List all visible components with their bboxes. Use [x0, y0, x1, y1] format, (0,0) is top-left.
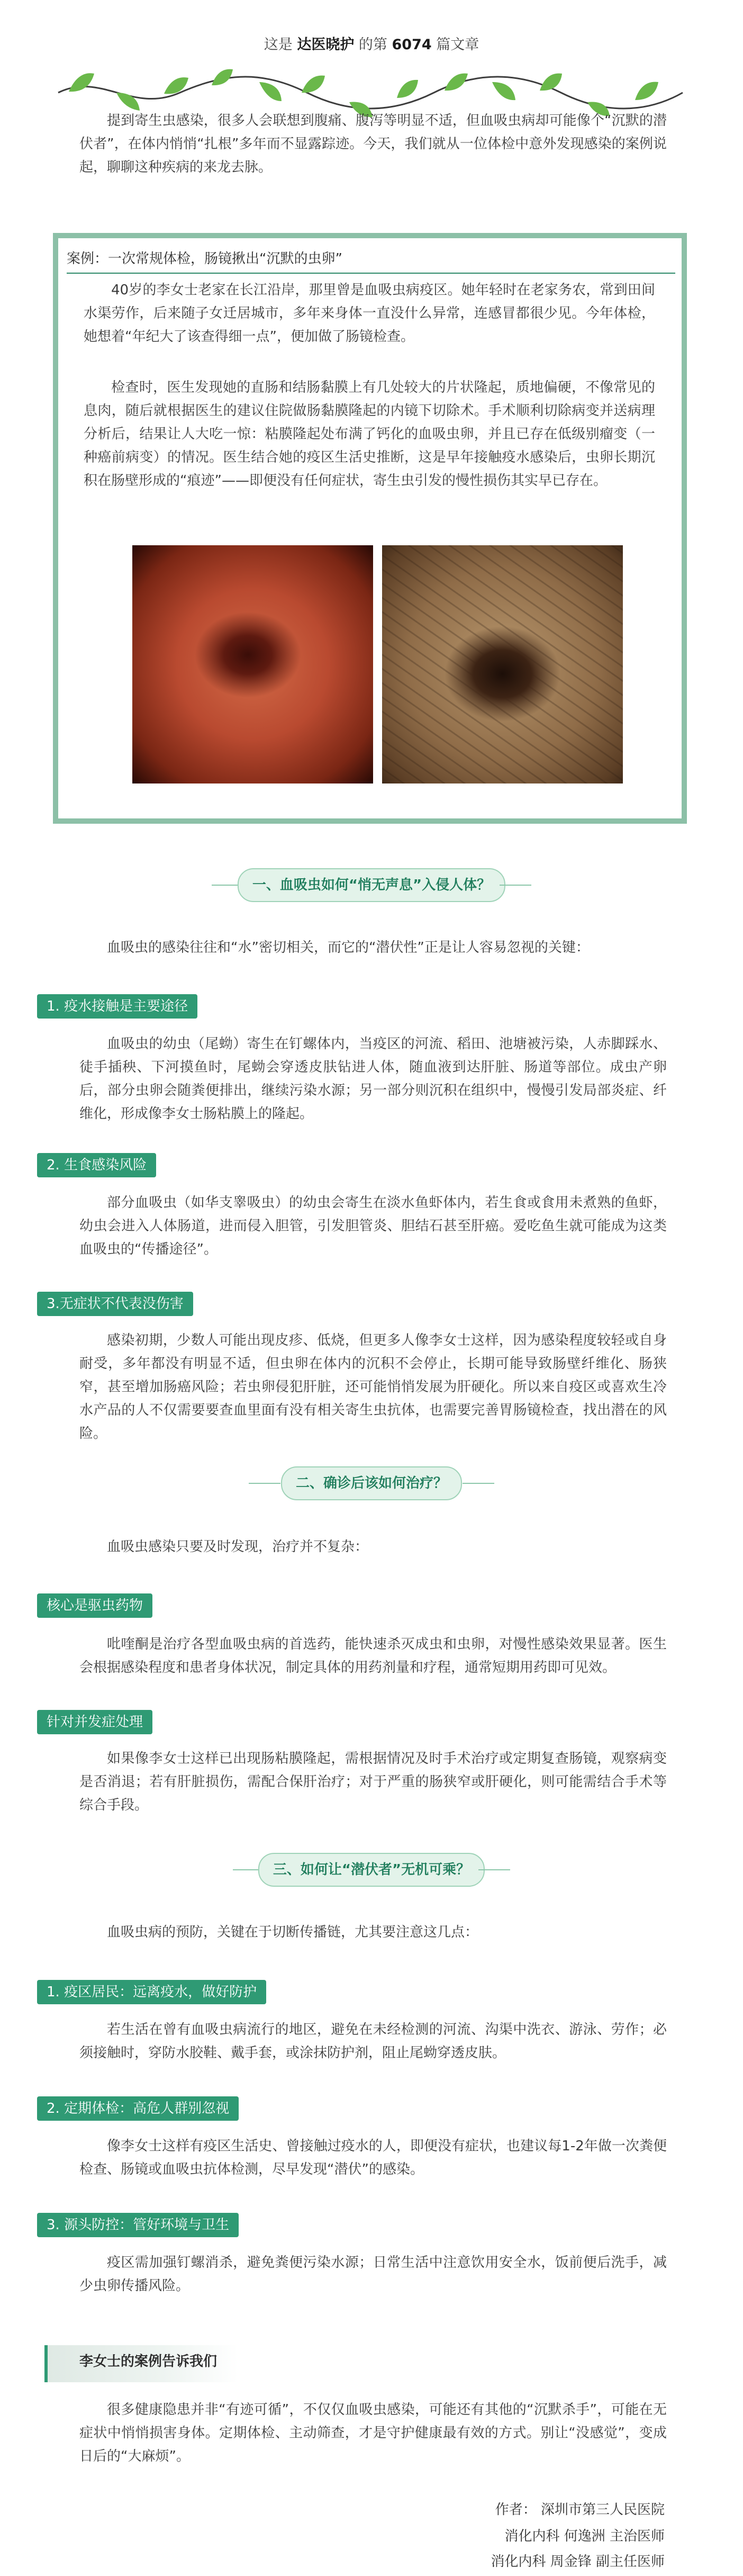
article-count-line: [0, 33, 743, 53]
leaf-icon: [492, 82, 515, 100]
endoscopy-image-right: [382, 545, 623, 783]
section-2-text-1: 吡喹酮是治疗各型血吸虫病的首选药，能快速杀灭成虫和虫卵，对慢性感染效果显著。医生会根据感染程度和患者身体状况，制定具体的用药剂量和疗程，通常短期用药即可见效。: [79, 1636, 667, 1676]
section-2-text-2: 如果像李女士这样已出现肠粘膜隆起，需根据情况及时手术治疗或定期复查肠镜，观察病变是否消退；若有肝脏损伤，需配合保肝治疗；对于严重的肠狭窄或肝硬化，则可能需结合手术等综合手段。: [79, 1751, 667, 1813]
leaf-icon: [302, 76, 325, 93]
section-1-text-2: 部分血吸虫（如华支睾吸虫）的幼虫会寄生在淡水鱼虾体内，若生食或食用未煮熟的鱼虾，幼虫会进入人体肠道，进而侵入胆管，引发胆管炎、胆结石甚至肝癌。爱吃鱼生就可能成为这类血吸虫的“传播途径”。: [79, 1195, 667, 1257]
author-line-1: 作者： 深圳市第三人民医院: [495, 2502, 665, 2518]
section-1-heading: [0, 868, 743, 902]
section-3-text-2: 像李女士这样有疫区生活史、曾接触过疫水的人，即便没有症状，也建议每1-2年做一次粪便检查、肠镜或血吸虫抗体检测，尽早发现“潜伏”的感染。: [79, 2138, 667, 2177]
leaf-icon: [259, 82, 282, 101]
section-1-tag-2: 2. 生食感染风险: [37, 1153, 156, 1177]
article-number: 6074: [392, 37, 432, 53]
divider: [463, 1483, 494, 1484]
leaf-icon: [69, 73, 94, 92]
section-3-heading: [0, 1853, 743, 1887]
account-name: 达医晓护: [297, 37, 355, 53]
count-prefix: 这是: [264, 37, 293, 53]
section-1-title: 一、血吸虫如何“悄无声息”入侵人体？: [238, 868, 505, 902]
section-1-text-3: 感染初期，少数人可能出现皮疹、低烧，但更多人像李女士这样，因为感染程度较轻或自身耐受，多年都没有明显不适，但虫卵在体内的沉积不会停止，长期可能导致肠壁纤维化、肠狭窄，甚至增加肠癌风险；若虫卵侵犯肝脏，还可能悄悄发展为肝硬化。所以来自疫区或喜欢生冷水产品的人不仅需要要查血里面有没有相关寄生虫抗体，也需要完善胃肠镜检查，找出潜在的风险。: [79, 1332, 667, 1442]
case-paragraph-1: 40岁的李女士老家在长江沿岸，那里曾是血吸虫病疫区。她年轻时在老家务农，常到田间水渠劳作，后来随子女迁居城市，多年来身体一直没什么异常，连感冒都很少见。今年体检，她想着“年纪大了该查得细一点”，便加做了肠镜检查。: [84, 282, 655, 345]
author-line-3: 消化内科 周金锋 副主任医师: [491, 2554, 665, 2570]
divider: [249, 1483, 280, 1484]
section-3-title: 三、如何让“潜伏者”无机可乘？: [258, 1853, 485, 1887]
divider: [478, 1869, 510, 1870]
count-middle: 的第: [358, 37, 387, 53]
case-title: 案例：一次常规体检，肠镜揪出“沉默的虫卵”: [67, 248, 675, 274]
section-2-tag-1: 核心是驱虫药物: [37, 1593, 152, 1618]
leaf-icon: [212, 69, 233, 86]
endoscopy-image-left: [132, 545, 373, 783]
leaf-icon: [116, 93, 140, 111]
count-suffix: 篇文章: [436, 37, 479, 53]
leaf-icon: [164, 77, 188, 94]
section-1-tag-1: 1. 疫水接触是主要途径: [37, 994, 197, 1019]
section-3-tag-2: 2. 定期体检：高危人群别忽视: [37, 2096, 239, 2121]
section-3-text-3: 疫区需加强钉螺消杀，避免粪便污染水源；日常生活中注意饮用安全水，饭前便后洗手，减少虫卵传播风险。: [79, 2255, 667, 2294]
section-1-lead: 血吸虫的感染往往和“水”密切相关，而它的“潜伏性”正是让人容易忽视的关键：: [107, 940, 590, 956]
section-3-lead: 血吸虫病的预防，关键在于切断传播链，尤其要注意这几点：: [107, 1924, 479, 1940]
intro-paragraph: 提到寄生虫感染，很多人会联想到腹痛、腹泻等明显不适，但血吸虫病却可能像个“沉默的潜伏者”，在体内悄悄“扎根”多年而不显露踪迹。今天，我们就从一位体检中意外发现感染的案例说起，聊聊这种疾病的来龙去脉。: [79, 113, 667, 175]
section-3-text-1: 若生活在曾有血吸虫病流行的地区，避免在未经检测的河流、沟渠中洗衣、游泳、劳作；必须接触时，穿防水胶鞋、戴手套，或涂抹防护剂，阻止尾蚴穿透皮肤。: [79, 2022, 667, 2061]
divider: [500, 885, 531, 886]
section-2-lead: 血吸虫感染只要及时发现，治疗并不复杂：: [107, 1539, 369, 1555]
section-2-title: 二、确诊后该如何治疗？: [281, 1466, 462, 1500]
summary-text: 很多健康隐患并非“有迹可循”，不仅仅血吸虫感染，可能还有其他的“沉默杀手”，可能在无症状中悄悄损害身体。定期体检、主动筛查，才是守护健康最有效的方式。别让“没感觉”，变成日后的“大麻烦”。: [79, 2402, 667, 2464]
section-1-tag-3: 3.无症状不代表没伤害: [37, 1292, 193, 1316]
leaf-icon: [397, 80, 418, 98]
section-3-tag-1: 1. 疫区居民：远离疫水，做好防护: [37, 1980, 266, 2004]
section-2-heading: [0, 1466, 743, 1500]
author-line-2: 消化内科 何逸洲 主治医师: [504, 2528, 665, 2544]
leaf-icon: [445, 74, 468, 91]
leaf-icon: [635, 82, 658, 100]
case-box: [53, 233, 687, 824]
section-2-tag-2: 针对并发症处理: [37, 1710, 152, 1734]
case-paragraph-2: 检查时，医生发现她的直肠和结肠黏膜上有几处较大的片状隆起，质地偏硬，不像常见的息肉，随后就根据医生的建议住院做肠黏膜隆起的内镜下切除术。手术顺利切除病变并送病理分析后，结果让人大吃一惊：粘膜隆起处布满了钙化的血吸虫卵，并且已存在低级别瘤变（一种癌前病变）的情况。医生结合她的疫区生活史推断，这是早年接触疫水感染后，虫卵长期沉积在肠壁形成的“痕迹”——即便没有任何症状，寄生虫引发的慢性损伤其实早已存在。: [84, 380, 655, 489]
leaf-icon: [540, 74, 562, 91]
section-3-tag-3: 3. 源头防控：管好环境与卫生: [37, 2213, 239, 2237]
section-1-text-1: 血吸虫的幼虫（尾蚴）寄生在钉螺体内，当疫区的河流、稻田、池塘被污染，人赤脚踩水、徒手插秧、下河摸鱼时，尾蚴会穿透皮肤钻进人体，随血液到达肝脏、肠道等部位。成虫产卵后，部分虫卵会随粪便排出，继续污染水源；另一部分则沉积在组织中，慢慢引发局部炎症、纤维化，形成像李女士肠粘膜上的隆起。: [79, 1036, 667, 1122]
summary-label: 李女士的案例告诉我们: [44, 2345, 238, 2382]
